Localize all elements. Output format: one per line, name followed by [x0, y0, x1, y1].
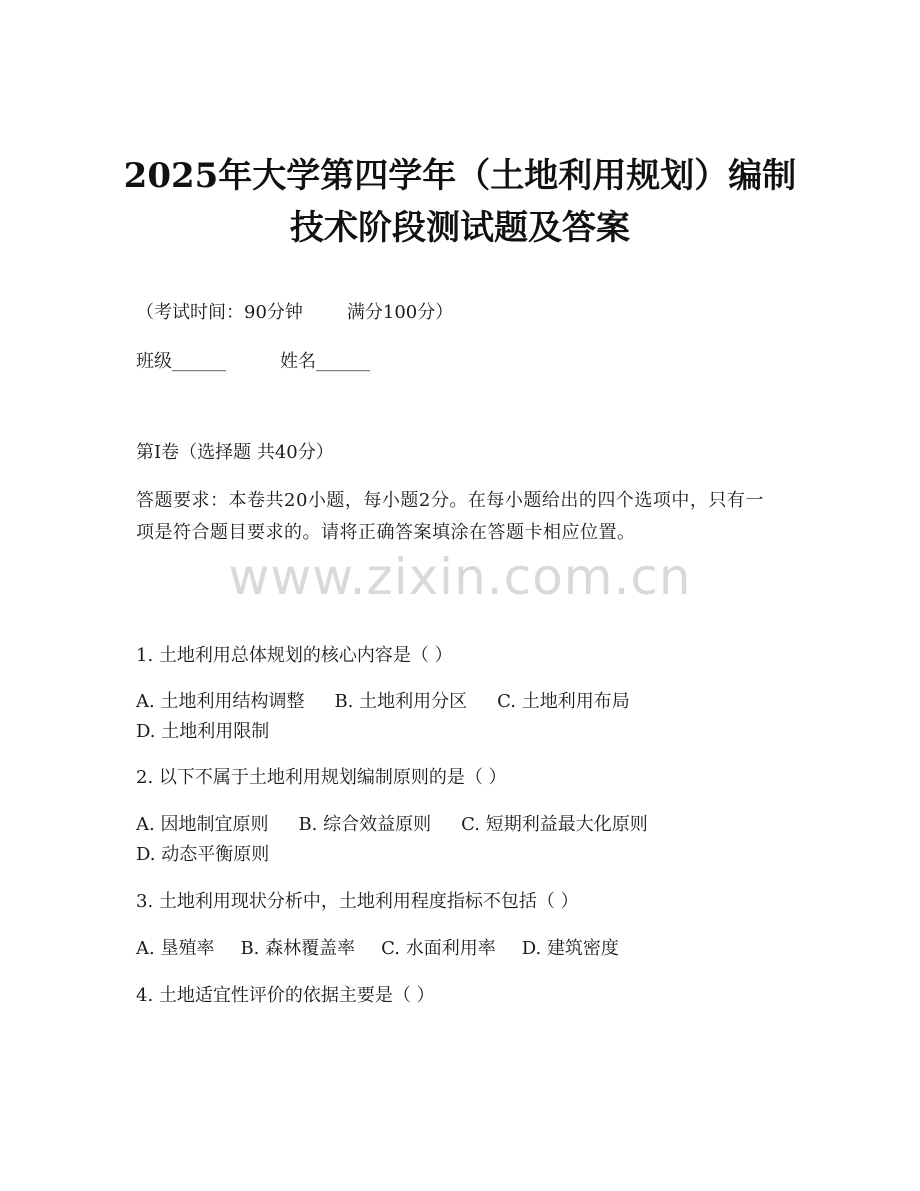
- question-options: [136, 810, 648, 840]
- option-b: B. 土地利用分区: [334, 691, 468, 712]
- exam-info: [136, 298, 453, 328]
- class-field: 班级______: [136, 351, 226, 372]
- option-a: A. 土地利用结构调整: [136, 691, 305, 712]
- question-stem: 3. 土地利用现状分析中，土地利用程度指标不包括（ ）: [136, 891, 579, 912]
- student-info: [136, 347, 370, 377]
- option-a: A. 垦殖率: [136, 938, 215, 959]
- question-options-cont: [136, 840, 269, 870]
- option-c: C. 短期利益最大化原则: [461, 814, 648, 835]
- name-field: 姓名______: [280, 351, 370, 372]
- title-line-1: 2025年大学第四学年（土地利用规划）编制: [123, 156, 797, 196]
- option-b: B. 森林覆盖率: [240, 938, 356, 959]
- option-c: C. 水面利用率: [381, 938, 496, 959]
- exam-time: （考试时间：90分钟: [136, 302, 303, 323]
- option-c: C. 土地利用布局: [497, 691, 630, 712]
- option-d: D. 动态平衡原则: [136, 844, 270, 865]
- title-line-2: 技术阶段测试题及答案: [290, 208, 630, 248]
- question-stem: 4. 土地适宜性评价的依据主要是（ ）: [136, 985, 435, 1006]
- instructions: 答题要求：本卷共20小题，每小题2分。在每小题给出的四个选项中，只有一项是符合题目要求的。请将正确答案填涂在答题卡相应位置。: [136, 490, 764, 543]
- question-options: [136, 934, 619, 964]
- option-a: A. 因地制宜原则: [136, 814, 269, 835]
- option-d: D. 土地利用限制: [136, 721, 270, 742]
- question-options: [136, 687, 630, 717]
- watermark: www.zixin.com.cn: [228, 548, 692, 606]
- option-d: D. 建筑密度: [521, 938, 619, 959]
- full-score: 满分100分）: [346, 302, 454, 323]
- question-stem: 2. 以下不属于土地利用规划编制原则的是（ ）: [136, 767, 507, 788]
- question-options-cont: [136, 717, 269, 747]
- question-stem: 1. 土地利用总体规划的核心内容是（ ）: [136, 645, 453, 666]
- option-b: B. 综合效益原则: [298, 814, 432, 835]
- section-title: 第I卷（选择题 共40分）: [136, 442, 334, 463]
